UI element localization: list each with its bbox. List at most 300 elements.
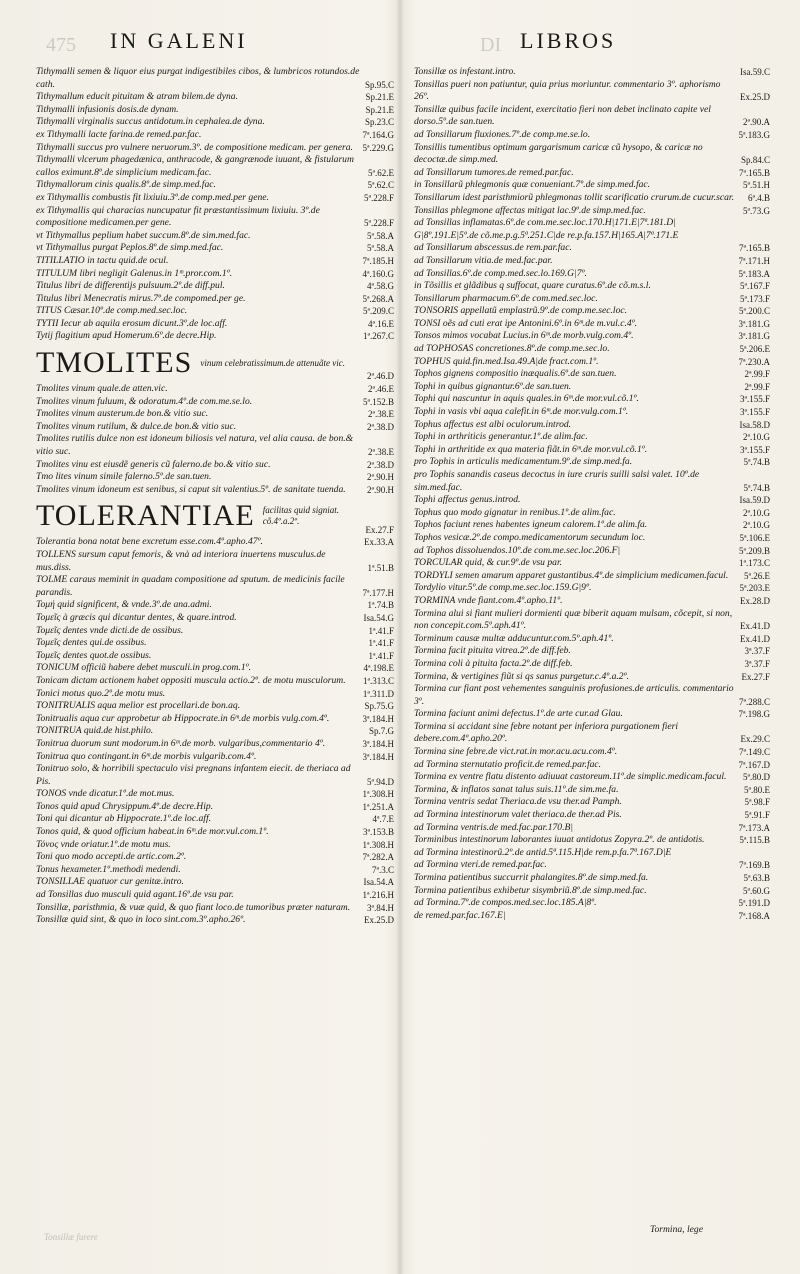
entry-text: Tonsillis tumentibus optimum gargarismum caricæ cũ hysopo, & caricæ no decoctæ.de simp.med. [414,141,703,166]
entry-text: TORMINA vnde fiant.com.4º.apho.11º. [414,594,563,606]
entry-text: Torminum causæ multæ adducuntur.com.5º.aph.41º. [414,632,614,644]
index-entry [414,872,770,885]
entry-reference: Sp.95.C [364,79,394,90]
index-entry [414,683,770,708]
index-entry [414,721,770,746]
bleed-through-right: DI [480,34,502,56]
index-entry [36,801,394,814]
index-entry [36,751,394,764]
entry-reference: 1ª.251.A [362,801,394,812]
entry-reference: 4ª.198.E [363,663,394,674]
index-entry [36,104,394,117]
tmolites-word: TMOLITES [36,346,193,380]
entry-text: TORDYLI semen amarum apparet gustantibus.4º.de simplicium medicamen.facul. [414,569,729,581]
entry-reference: 3ª.155.F [740,394,770,405]
index-entry [414,570,770,583]
index-entry [414,305,770,318]
entry-text: Tonitrualis aqua cur approbetur ab Hippocrate.in 6ᵐ.de morbis vulg.com.4º. [36,712,330,724]
entry-reference: 2ª.38.E [368,409,394,420]
entry-text: ad Tonsillarum vitia.de med.fac.par. [414,254,553,266]
entry-text: vt Tithymallus peplium habet succum.8º.de sim.med.fac. [36,229,251,241]
entry-reference: 4ª.16.E [368,318,394,329]
entry-reference: 5ª.228.F [364,218,394,229]
bleed-through-footer: Tonsillæ furere [44,1232,98,1242]
entry-reference: 7ª.169.B [739,860,770,871]
entry-text: ad Tormina intestinorũ.2º.de antid.5ª.115.H|de rem.p.fa.7ª.167.D|E [414,846,672,858]
index-entry [36,293,394,306]
entry-reference: 3ª.155.F [740,407,770,418]
entry-text: TORCULAR quid, & cur.9º.de vsu par. [414,557,563,569]
entry-text: Tonsillas pueri non patiuntur, quia prius moriuntur. commentario 3º. aphorismo 26º. [414,78,721,103]
index-entry [36,675,394,688]
entry-reference: 7ª.3.C [372,864,394,875]
index-entry [36,902,394,915]
entry-reference: 2ª.38.E [368,447,394,458]
index-entry [36,116,394,129]
entry-reference: 2ª.10.G [743,520,770,531]
entry-reference: 5ª.167.F [740,281,770,292]
entry-reference: 3ª.37.F [744,646,770,657]
index-entry [414,595,770,608]
entry-text: pro Tophis in articulis medicamentum.9º.de simp.med.fa. [414,456,633,468]
index-entry [414,129,770,142]
tmolites-ref: 2ª.46.D [367,371,394,382]
entry-reference: 2ª.90.H [367,472,394,483]
entry-text: Tonsillarum pharmacum.6º.de com.med.sec.loc. [414,292,598,304]
entry-text: TITULUM libri negligit Galenus.in 1ᵐ.pror.com.1º. [36,267,233,279]
entry-reference: Isa.58.D [739,419,770,430]
entry-reference: 3ª.155.F [740,444,770,455]
entry-reference: 5ª.106.E [739,532,770,543]
page-gutter [396,0,404,1274]
index-entry [36,612,394,625]
index-entry [36,242,394,255]
entry-reference: 5ª.209.C [363,306,394,317]
index-entry [414,330,770,343]
entry-text: Tophi affectus genus.introd. [414,494,521,506]
index-entry [414,318,770,331]
index-entry [36,66,394,91]
entry-text: Tophi in arthriticis generantur.1º.de alim.fac. [414,431,588,443]
right-entries-block [414,66,770,922]
entry-text: TONSI oẽs ad cuti erat ipe Antonini.6º.in 6ᵐ.de m.vul.c.4º. [414,317,638,329]
entry-text: Tonicam dictam actionem habet oppositi muscula actio.2º. de motu musculorum. [36,674,346,686]
entry-reference: 5ª.115.B [739,835,770,846]
entry-text: Tonitrua duorum sunt modorum.in 6ᵐ.de morb. vulgaribus,commentario 4º. [36,737,326,749]
entry-reference: 1ª.308.H [362,789,394,800]
index-entry [414,847,770,860]
entry-reference: Sp.21.E [365,92,394,103]
index-entry [36,650,394,663]
index-entry [414,897,770,910]
entry-reference: 7ª.230.A [738,356,770,367]
index-entry [36,688,394,701]
entry-reference: Ex.25.D [364,915,394,926]
entry-text: ad Tonsillas inflamatas.6º.de com.me.sec.loc.170.H|171.E|7ª.181.D| G|8º.191.E|5º.de cõ.me.p.g.5ª.251.C|de re.p.fa.157.H|165.A|7ª.171.E [414,217,679,241]
entry-reference: 1ª.173.C [739,558,770,569]
index-entry [414,268,770,281]
entry-text: Tormina, & inflatos sanat talus suis.11º.de sim.me.fa. [414,783,619,795]
entry-reference: Ex.41.D [740,621,770,632]
entry-text: TOPHUS quid.fin.med.Isa.49.A|de fract.com.1º. [414,355,599,367]
entry-reference: 2ª.99.F [744,381,770,392]
index-entry [414,79,770,104]
index-entry [414,910,770,923]
entry-reference: 6ª.4.B [748,192,770,203]
entry-reference: 5ª.183.A [738,268,770,279]
entry-text: ad Tormina vteri.de remed.par.fac. [414,859,547,871]
entry-reference: 3ª.184.H [362,713,394,724]
entry-text: de remed.par.fac.167.E| [414,909,506,921]
index-entry [36,725,394,738]
entry-text: Tithymalli semen & liquor eius purgat indigestibiles cibos, & lumbricos rotundos.de cath. [36,66,360,90]
index-entry [414,645,770,658]
entry-text: Tolerantia bona notat bene excretum esse.com.4º.apho.47º. [36,536,263,548]
catchword: Tormina, lege [650,1224,703,1235]
entry-text: Tithymallorum cinis qualis.8º.de simp.med.fac. [36,179,216,191]
entry-text: TITILLATIO in tactu quid.de ocul. [36,254,169,266]
index-entry [36,637,394,650]
entry-reference: 4ª.7.E [372,814,394,825]
index-entry [36,484,394,497]
entry-text: Τομεῖς à græcis qui dicantur dentes, & quare.introd. [36,611,237,623]
entry-text: Tormina coli à pituita facta.2º.de diff.feb. [414,657,573,669]
index-entry [414,532,770,545]
entry-text: Tmolites vinu est eiusdẽ generis cũ falerno.de bo.& vitio suc. [36,458,271,470]
entry-reference: 5ª.200.C [739,306,770,317]
entry-text: Tonitruo solo, & horribili spectaculo visi pregnans infantem eiecit. de theriaca ad Pis. [36,763,351,787]
index-entry [414,469,770,494]
entry-reference: 5ª.74.B [743,482,770,493]
index-entry [414,519,770,532]
entry-text: Tormina patientibus exhibetur sisymbriũ.8º.de simp.med.fac. [414,884,647,896]
entry-reference: Sp.21.E [365,104,394,115]
entry-text: Tophos vesicæ.2º.de compo.medicamentorum secundum loc. [414,531,646,543]
entry-reference: 5ª.51.H [743,180,770,191]
entry-text: TITUS Cæsar.10º.de comp.med.sec.loc. [36,305,188,317]
entry-reference: 3ª.153.B [363,827,394,838]
entry-text: Tonus hexameter.1º.methodi medendi. [36,863,181,875]
entry-reference: 1ª.41.F [368,638,394,649]
index-entry [36,396,394,409]
entry-text: Titulus libri Menecratis mirus.7º.de compomed.per ge. [36,292,246,304]
entry-reference: 3ª.181.G [738,331,770,342]
entry-reference: 2ª.10.G [743,432,770,443]
index-entry [414,167,770,180]
entry-reference: Isa.54.A [363,877,394,888]
entry-text: Tonsillæ quid sint, & quo in loco sint.com.3º.apho.26º. [36,914,246,926]
entry-reference: 7ª.167.D [738,759,770,770]
entry-reference: Isa.54.G [363,612,394,623]
index-entry [414,280,770,293]
index-entry [36,205,394,230]
entry-reference: 3ª.181.G [738,318,770,329]
entry-reference: 1ª.311.D [362,688,394,699]
entry-text: in Tõsillis et glãdibus q suffocat, quare curatus.6º.de cõ.m.s.l. [414,280,651,292]
entry-text: TYTII Iecur ab aquila erosum dicunt.3º.de loc.aff. [36,317,228,329]
entry-text: ex Tithymalli lacte farina.de remed.par.fac. [36,128,202,140]
index-entry [414,381,770,394]
entry-text: ad Tophos dissoluendos.10º.de com.me.sec.loc.206.F| [414,544,621,556]
entry-reference: 7ª.165.B [739,167,770,178]
entry-text: Tithymalli succus pro vulnere neruorum.3º. de compositione medicam. per genera. [36,141,353,153]
index-entry [36,142,394,155]
entry-reference: 5ª.191.D [738,898,770,909]
index-entry [36,230,394,243]
index-entry [36,408,394,421]
index-entry [36,433,394,458]
entry-reference: 5ª.91.F [744,810,770,821]
entry-text: Toni qui dicantur ab Hippocrate.1º.de loc.aff. [36,813,212,825]
entry-reference: 5ª.58.A [367,243,394,254]
entry-reference: 7ª.168.A [738,910,770,921]
index-entry [36,914,394,927]
index-entry [36,192,394,205]
entry-text: Titulus libri de differentijs pulsuum.2º.de diff.pul. [36,280,225,292]
tolerantia-note: facilitas quid signiat. cõ.4º.a.2º. [262,505,340,527]
entry-text: Τομεῖς dentes vnde dicti.de de ossibus. [36,624,184,636]
entry-reference: 3ª.184.H [362,738,394,749]
index-entry [414,192,770,205]
entry-reference: 5ª.183.G [738,129,770,140]
index-entry [414,293,770,306]
entry-text: ex Tithymallis combustis fit lixiuiu.3º.de comp.med.per gene. [36,191,269,203]
index-entry [414,834,770,847]
entry-text: Tmo lites vinum simile falerno.5º.de san.tuen. [36,471,212,483]
entry-reference: 5ª.60.G [743,885,770,896]
entry-text: ad Tonsillarum tumores.de remed.par.fac. [414,166,574,178]
entry-reference: 5ª.228.F [364,192,394,203]
entry-reference: 2ª.10.G [743,507,770,518]
entry-text: Tormina patientibus succurrit phalangites.8º.de simp.med.fa. [414,872,649,883]
left-entries-block-3 [36,536,394,926]
index-entry [36,763,394,788]
entry-text: TONSORIS appellatũ emplastrũ.9º.de comp.me.sec.loc. [414,305,628,317]
index-entry [414,205,770,218]
entry-reference: 5ª.62.C [367,180,394,191]
entry-text: ad Tonsillas.6º.de comp.med.sec.lo.169.G|7º. [414,267,587,279]
index-entry [36,255,394,268]
index-entry [36,625,394,638]
entry-reference: Sp.84.C [740,155,770,166]
entry-text: Tophi qui nascuntur in aquis quales.in 6ᵐ.de mor.vul.cõ.1º. [414,393,639,405]
index-entry [414,494,770,507]
entry-text: Tithymalli vlcerum phagedænica, anthracode, & gangrænode iuuant, & fistularum callos eximunt.8º.de simplicium medicam.fac. [36,154,354,178]
entry-text: ad Tormina intestinorum valet theriaca.de ther.ad Pis. [414,809,622,821]
entry-text: Τομεῖς dentes quot.de ossibus. [36,649,152,661]
entry-text: Tonitrua quo contingant.in 6ᵐ.de morbis vulgarib.com.4º. [36,750,257,762]
entry-reference: 5ª.209.B [739,545,770,556]
entry-text: Tormina, & vertigines fiũt si qs sanus purgetur.c.4º.a.2º. [414,670,629,682]
entry-text: Tormina cur fiant post vehementes sanguinis profusiones.de articulis. commentario 3º. [414,683,734,707]
index-entry [414,746,770,759]
entry-reference: 1ª.74.B [367,600,394,611]
index-entry [36,383,394,396]
index-entry [36,91,394,104]
index-entry [414,179,770,192]
entry-text: Τόνος vnde oriatur.1º.de motu mus. [36,838,171,850]
entry-text: Tormina faciunt animi defectus.1º.de arte cur.ad Glau. [414,708,623,720]
entry-reference: 5ª.203.E [739,583,770,594]
entry-reference: 7ª.185.H [362,255,394,266]
index-entry [414,796,770,809]
index-entry [36,154,394,179]
tmolites-heading [36,343,394,383]
running-head-right: LIBROS [520,28,617,53]
entry-text: Tonsillas phlegmone affectas mitigat lac.9º.de simp.med.fac. [414,204,646,216]
entry-text: Tmolites rutilis dulce non est idoneum biliosis vel natura, vel alia causa. de bon.& vitio suc. [36,433,354,458]
entry-text: ex Tithymallis qui characias nuncupatur fit præstantissimum lixiuiu. 3º.de compositione medicamen.per gene. [36,204,320,229]
entry-reference: 5ª.206.E [739,344,770,355]
index-entry [414,343,770,356]
entry-text: Tophi in quibus gignantur.6º.de san.tuen. [414,380,572,392]
index-entry [414,784,770,797]
entry-reference: Ex.29.C [740,734,770,745]
index-entry [36,268,394,281]
entry-reference: 3ª.37.F [744,658,770,669]
entry-text: ad TOPHOSAS concretiones.8º.de comp.me.sec.lo. [414,343,610,355]
entry-reference: Ex.25.D [740,92,770,103]
entry-text: Tonici motus quo.2º.de motu mus. [36,687,166,699]
entry-text: Tonos quid apud Chrysippum.4º.de decre.Hip. [36,800,214,812]
entry-text: ad Tonsillarum fluxiones.7º.de comp.me.se.lo. [414,128,591,140]
entry-reference: 2ª.38.D [367,421,394,432]
entry-text: TOLME caraus meminit in quadam compositione ad sputum. de medicinis facile parandis. [36,574,345,598]
entry-text: Tophi in vasis vbi aqua calefit.in 6ᵐ.de mor.vulg.com.1º. [414,406,629,418]
entry-reference: 1ª.313.C [363,675,394,686]
index-entry [414,608,770,633]
entry-text: Tonsillæ quibus facile incident, exercitatio fieri non debet inclinato capite vel dorso.5º.de san.tuen. [414,103,711,128]
index-entry [414,708,770,721]
entry-reference: 7ª.164.G [362,129,394,140]
entry-reference: 5ª.173.F [740,293,770,304]
entry-text: TONICUM officiũ habere debet musculi.in prog.com.1º. [36,662,251,674]
entry-reference: 3ª.84.H [367,902,394,913]
index-entry [36,889,394,902]
index-entry [414,658,770,671]
entry-reference: 2ª.99.F [744,369,770,380]
entry-text: Tmolites vinum austerum.de bon.& vitio suc. [36,408,209,420]
entry-text: TOLLENS sursum caput femoris, & vnà ad interiora inuertens musculus.de mus.diss. [36,549,326,573]
entry-reference: 5ª.268.A [362,293,394,304]
index-entry [36,549,394,574]
bleed-through-left: 475 [46,34,76,56]
entry-reference: 1ª.41.F [368,650,394,661]
tolerantia-ref: Ex.27.F [365,524,394,535]
index-entry [414,255,770,268]
entry-text: Tmolites vinum rutilum, & dulce.de bon.& vitio suc. [36,420,237,432]
entry-reference: 4ª.58.G [367,281,394,292]
running-head-left: IN GALENI [110,28,248,53]
entry-reference: 4ª.160.G [362,268,394,279]
index-entry [36,738,394,751]
entry-text: Tithymalli infusionis dosis.de dynam. [36,103,179,115]
entry-text: Tormina ex ventre flatu distento adiuuat castoreum.11º.de simplic.medicam.facul. [414,771,727,783]
entry-text: Tithymalli virginalis succus antidotum.in cephalea.de dyna. [36,116,265,128]
index-entry [36,179,394,192]
index-entry [36,318,394,331]
entry-text: Tophus quo modo gignatur in renibus.1º.de alim.fac. [414,506,616,518]
entry-text: Tmolites vinum quale.de atten.vic. [36,383,168,395]
entry-reference: 5ª.98.F [744,797,770,808]
index-entry [414,822,770,835]
entry-reference: 2ª.90.H [367,484,394,495]
index-entry [36,851,394,864]
index-entry [36,459,394,472]
entry-reference: 5ª.26.E [744,570,770,581]
entry-text: Tophos gignens compositio inæqualis.6º.de san.tuen. [414,368,617,380]
entry-text: Tonsos mimos vocabat Lucius.in 6ᵐ.de morb.vulg.com.4º. [414,330,634,342]
index-entry [414,419,770,432]
entry-reference: 7ª.173.A [738,822,770,833]
entry-text: in Tonsillarũ phlegmonis quæ conueniant.7º.de simp.med.fac. [414,179,651,191]
entry-text: Tormina ventris sedat Theriaca.de vsu ther.ad Pamph. [414,796,622,808]
index-entry [36,330,394,343]
index-entry [414,809,770,822]
index-entry [36,864,394,877]
entry-text: Tithymallum educit pituitam & atram bilem.de dyna. [36,91,238,103]
entry-reference: Ex.33.A [364,537,394,548]
left-column [36,66,394,927]
index-entry [36,662,394,675]
entry-reference: 5ª.62.E [368,167,394,178]
entry-text: Tormina si accidant sine febre notant per inferiora purgationem fieri debere.com.4º.apho.20º. [414,720,679,745]
entry-reference: 5ª.74.B [743,457,770,468]
index-entry [36,421,394,434]
entry-reference: 7ª.198.G [738,709,770,720]
index-entry [36,129,394,142]
entry-text: ad Tormina ventris.de med.fac.par.170.B| [414,821,573,833]
index-entry [414,557,770,570]
index-entry [414,885,770,898]
entry-text: ad Tormina sternutatio proficit.de remed.par.fac. [414,758,602,770]
index-entry [36,305,394,318]
entry-text: ad Tormina.7º.de compos.med.sec.loc.185.A|8º. [414,897,597,909]
entry-reference: Sp.23.C [364,117,394,128]
entry-reference: 5ª.94.D [367,776,394,787]
entry-text: Tormina sine febre.de vict.rat.in mor.acu.acu.com.4º. [414,746,618,758]
entry-text: TONITRUALIS aqua melior est procellari.de bon.aq. [36,700,241,712]
entry-text: Torminibus intestinorum laborantes iuuat antidotus Zopyra.2º. de antidotis. [414,834,705,846]
entry-reference: 7ª.288.C [739,696,770,707]
entry-reference: 7ª.282.A [362,852,394,863]
index-entry [36,599,394,612]
right-column [414,66,770,922]
index-entry [414,368,770,381]
index-entry [36,813,394,826]
entry-reference: 7ª.149.C [739,747,770,758]
entry-text: Tonos quid, & quod officium habeat.in 6ᵐ.de mor.vul.com.1º. [36,826,269,838]
entry-reference: Sp.7.G [368,726,394,737]
left-entries-block-1 [36,66,394,343]
entry-reference: 5ª.58.A [367,230,394,241]
entry-text: vt Tithymallus purgat Peplos.8º.de simp.med.fac. [36,242,224,254]
index-entry [36,574,394,599]
entry-reference: Isa.59.C [740,67,770,77]
index-entry [414,633,770,646]
entry-text: pro Tophis sanandis caseus decoctus in iure cruris suilli salsi valet. 10º.de sim.med.fac. [414,469,700,493]
index-entry [414,545,770,558]
entry-text: ad Tonsillarum abscessus.de rem.par.fac. [414,242,572,254]
index-entry [36,876,394,889]
entry-reference: 2ª.46.E [368,384,394,395]
index-entry [414,393,770,406]
entry-reference: 7ª.171.H [738,255,770,266]
entry-text: TONITRUA quid.de hist.philo. [36,725,154,737]
index-entry [414,406,770,419]
entry-reference: 7ª.177.H [362,587,394,598]
entry-reference: 5ª.229.G [362,142,394,153]
